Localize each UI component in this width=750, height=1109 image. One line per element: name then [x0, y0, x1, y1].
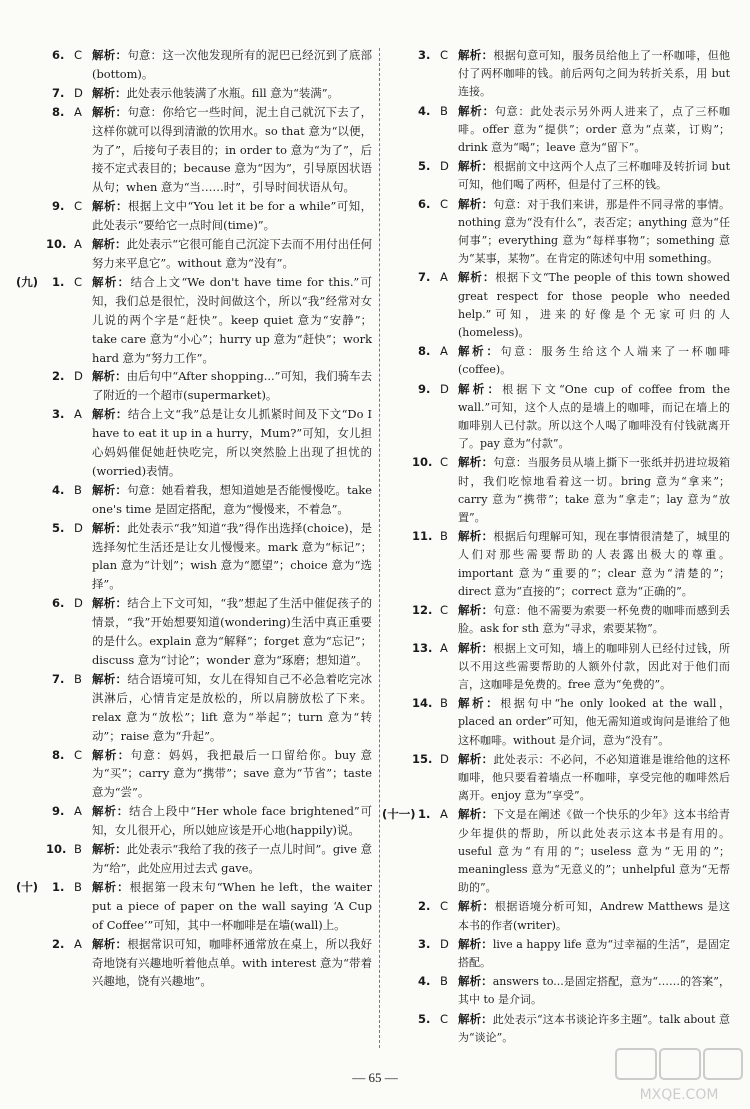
question-number: 1.	[52, 879, 65, 894]
question-number: 7.	[52, 671, 65, 686]
analysis-text: 根据第一段末句“When he left，the waiter put a piece of paper on the wall saying ‘A Cup of Coffee’”可知，其中一杯咖啡是在墙(wall)上。	[92, 879, 372, 932]
analysis-label: 解析：	[458, 899, 495, 914]
question-number: 10.	[46, 842, 67, 857]
analysis-text: 由后句中“After shopping...”可知，我们骑车去了附近的一个超市(supermarket)。	[92, 369, 373, 403]
analysis-text: 此处表示：不必问，不必知道谁是谁给他的这杯咖啡，他只要看着墙点一杯咖啡，享受完他的咖啡然后离开。enjoy 意为“享受”。	[458, 752, 731, 803]
answer-choice: D	[440, 159, 449, 174]
answer-choice: B	[74, 842, 82, 857]
answer-item	[388, 935, 730, 972]
analysis-text: 根据语境分析可知，Andrew Matthews 是这本书的作者(writer)。	[458, 900, 730, 932]
answer-item	[388, 694, 730, 750]
question-number: 8.	[418, 344, 431, 359]
analysis-text: 根据下文“The people of this town showed great respect for those people who needed help.”可知，进来的好像是个无家可归的人(homeless)。	[458, 271, 730, 340]
analysis-text: 根据上文中“You let it be for a while”可知，此处表示“要给它一点时间(time)”。	[92, 199, 373, 233]
answer-item	[388, 102, 730, 158]
analysis-label: 解析：	[458, 640, 494, 655]
answer-item	[22, 935, 372, 992]
left-column	[16, 46, 373, 991]
analysis-label: 解析：	[92, 85, 127, 100]
section-label: (十一)	[382, 807, 416, 822]
question-number: 8.	[52, 104, 65, 119]
svg-text:MXQE.COM: MXQE.COM	[639, 1087, 719, 1103]
answer-item	[388, 750, 730, 806]
analysis-label: 解析：	[458, 344, 501, 359]
question-number: 5.	[52, 520, 65, 535]
question-number: 9.	[52, 804, 65, 819]
analysis-text: 结合上下文可知，“我”想起了生活中催促孩子的情景，“我”开始想要知道(wondering)生活中真正重要的是什么。explain 意为“解释”；forget 意为“忘记”；discuss 意为“讨论”；wonder 意为“琢磨；想知道”。	[92, 596, 373, 667]
answer-choice: C	[74, 274, 83, 289]
right-column	[382, 46, 731, 1047]
analysis-text: 根据前文中这两个人点了三杯咖啡及转折词 but 可知，他们喝了两杯，但是付了三杯的钱。	[458, 160, 730, 192]
question-number: 14.	[412, 696, 433, 711]
question-number: 5.	[418, 1011, 431, 1026]
answer-choice: A	[74, 104, 82, 119]
answer-item	[22, 235, 372, 273]
answer-item	[22, 840, 372, 878]
analysis-text: 此处表示“我”知道“我”得作出选择(choice)，是选择匆忙生活还是让女儿慢慢来。mark 意为“标记”；plan 意为“计划”；wish 意为“愿望”；choice 意为“选择”。	[92, 520, 372, 592]
question-number: 10.	[412, 455, 433, 470]
answer-item	[16, 878, 372, 935]
page-number: — 65 —	[352, 1070, 398, 1085]
analysis-label: 解析：	[458, 48, 494, 62]
answer-item	[16, 273, 372, 368]
analysis-text: 结合上文“We don't have time for this.”可知，我们总是很忙，没时间做这个，所以“我”经常对女儿说的两个字是“赶快”。keep quiet 意为“安静”；take care 意为“小心”；hurry up 意为“赶快”；work hard 意为“努力工作”。	[92, 274, 372, 365]
answer-choice: C	[440, 455, 449, 470]
analysis-text: answers to...是固定搭配，意为“……的答案”，其中 to 是介词。	[458, 975, 730, 1007]
answer-item	[22, 103, 372, 198]
answer-choice: C	[440, 603, 449, 618]
analysis-text: 此处表示他装满了水瓶。fill 意为“装满”。	[126, 85, 339, 100]
watermark-logo	[614, 1047, 744, 1105]
analysis-text: 根据后句理解可知，现在事情很清楚了，城里的人们对那些需要帮助的人表露出极大的尊重。important 意为“重要的”；clear 意为“清楚的”；direct 意为“直接的”；correct 意为“正确的”。	[458, 530, 731, 598]
answer-item	[22, 519, 372, 595]
answer-item	[388, 453, 730, 527]
analysis-label: 解析：	[92, 48, 128, 62]
analysis-label: 解析：	[458, 270, 496, 285]
analysis-label: 解析：	[92, 407, 128, 422]
answer-choice: B	[74, 879, 82, 894]
answer-choice: D	[74, 85, 83, 100]
answer-item	[22, 670, 372, 746]
answer-item	[388, 380, 730, 454]
question-number: 1.	[418, 807, 431, 822]
analysis-label: 解析：	[458, 159, 494, 174]
answer-item	[388, 1010, 730, 1047]
answer-item	[388, 342, 730, 379]
analysis-text: 结合语境可知，女儿在得知自己不必急着吃完冰淇淋后，心情肯定是放松的，所以肩膀放松了下来。relax 意为“放松”；lift 意为“举起”；turn 意为“转动”；raise 意为“升起”。	[92, 671, 372, 743]
analysis-label: 解析：	[458, 974, 493, 989]
question-number: 2.	[52, 369, 65, 384]
analysis-text: live a happy life 意为“过幸福的生活”，是固定搭配。	[458, 937, 730, 969]
answer-choice: B	[440, 696, 448, 711]
analysis-text: 句意：当服务员从墙上撕下一张纸并扔进垃圾箱时，我们吃惊地看着这一切。bring 意为“拿来”；carry 意为“携带”；take 意为“拿走”；lay 意为“放置”。	[458, 456, 731, 525]
answer-choice: D	[74, 596, 83, 611]
answer-choice: B	[74, 671, 82, 686]
question-number: 9.	[52, 199, 65, 214]
analysis-label: 解析：	[92, 520, 128, 535]
analysis-label: 解析：	[92, 274, 131, 289]
question-number: 3.	[52, 407, 65, 422]
question-number: 4.	[52, 482, 65, 497]
answer-item	[22, 594, 372, 670]
answer-item	[22, 802, 372, 840]
answer-item	[388, 46, 730, 102]
answer-choice: D	[74, 520, 83, 535]
answer-item	[388, 972, 730, 1009]
analysis-label: 解析：	[458, 1011, 493, 1026]
question-number: 5.	[418, 159, 431, 174]
answer-item	[388, 601, 730, 638]
answer-item	[22, 84, 372, 103]
answer-choice: D	[440, 751, 449, 766]
answer-item	[388, 195, 730, 269]
answer-choice: A	[74, 936, 82, 951]
analysis-text: 根据句中“he only looked at the wall，placed an order”可知，他无需知道或询问是谁给了他这杯咖啡。without 是介词，意为“没有”。	[458, 697, 730, 747]
analysis-text: 句意：此处表示另外两人进来了，点了三杯咖啡。offer 意为“提供”；order 意为“点菜，订购”；drink 意为“喝”；leave 意为“留下”。	[458, 104, 731, 155]
question-number: 11.	[412, 529, 433, 544]
question-number: 1.	[52, 274, 65, 289]
analysis-label: 解析：	[458, 751, 494, 766]
answer-choice: A	[74, 407, 82, 422]
answer-choice: C	[440, 196, 449, 211]
question-number: 3.	[418, 48, 431, 62]
answer-choice: C	[74, 199, 83, 214]
answer-item	[22, 367, 372, 405]
analysis-text: 根据常识可知，咖啡杯通常放在桌上，所以我好奇地饶有兴趣地听着他点单。with interest 意为“带着兴趣地，饶有兴趣地”。	[92, 936, 372, 989]
answer-choice: C	[74, 747, 83, 762]
question-number: 4.	[418, 974, 431, 989]
column-divider	[379, 48, 380, 1048]
answer-item	[388, 157, 730, 194]
answer-item	[382, 805, 731, 897]
answer-choice: D	[74, 369, 83, 384]
analysis-text: 句意：妈妈，我把最后一口留给你。buy 意为“买”；carry 意为“携带”；save 意为“节省”；taste 意为“尝”。	[92, 747, 372, 800]
answer-choice: A	[440, 270, 448, 285]
analysis-text: 句意：她看着我，想知道她是否能慢慢吃。take one's time 是固定搭配，意为“慢慢来，不着急”。	[92, 482, 373, 516]
analysis-text: 根据句意可知，服务员给他上了一杯咖啡，但他付了两杯咖啡的钱。前后两句之间为转折关系，用 but 连接。	[458, 49, 731, 99]
analysis-label: 解析：	[458, 936, 493, 951]
analysis-label: 解析：	[92, 596, 128, 611]
question-number: 3.	[418, 936, 431, 951]
answer-item	[388, 897, 730, 934]
analysis-label: 解析：	[92, 804, 130, 819]
answer-item	[22, 405, 372, 481]
question-number: 6.	[418, 196, 431, 211]
answer-item	[22, 746, 372, 803]
answer-choice: B	[440, 103, 448, 118]
answer-item	[388, 639, 730, 695]
answer-item	[388, 527, 730, 601]
question-number: 6.	[52, 596, 65, 611]
question-number: 7.	[52, 85, 65, 100]
question-number: 8.	[52, 747, 65, 762]
analysis-text: 根据上文可知，墙上的咖啡别人已经付过钱，所以不用这些需要帮助的人额外付款，因此对于他们而言，这咖啡是免费的。free 意为“免费的”。	[458, 641, 731, 691]
answer-choice: D	[440, 936, 449, 951]
analysis-text: 句意：这一次他发现所有的泥巴已经沉到了底部(bottom)。	[92, 48, 372, 81]
section-label: (九)	[16, 274, 39, 289]
question-number: 13.	[412, 640, 433, 655]
analysis-label: 解析：	[458, 807, 494, 822]
analysis-label: 解析：	[92, 199, 129, 214]
answer-choice: C	[440, 1011, 449, 1026]
analysis-text: 此处表示“我给了我的孩子一点儿时间”。give 意为“给”，此处应用过去式 gave。	[92, 842, 372, 875]
question-number: 15.	[412, 751, 433, 766]
analysis-text: 此处表示“这本书谈论许多主题”。talk about 意为“谈论”。	[458, 1012, 730, 1044]
question-number: 7.	[418, 270, 431, 285]
answer-item	[22, 46, 372, 84]
analysis-text: 句意：他不需要为索要一杯免费的咖啡而感到丢脸。ask for sth 意为“寻求，索要某物”。	[458, 604, 731, 636]
analysis-label: 解析：	[92, 482, 128, 497]
analysis-label: 解析：	[92, 671, 128, 686]
analysis-label: 解析：	[458, 103, 495, 118]
analysis-label: 解析：	[458, 381, 503, 396]
analysis-text: 此处表示“它很可能自己沉淀下去而不用付出任何努力来平息它”。without 意为“没有”。	[92, 237, 373, 270]
analysis-text: 句意：对于我们来讲，那是件不同寻常的事情。nothing 意为“没有什么”，表否定；anything 意为“任何事”；everything 意为“每样事物”；something 意为“某事，某物”。在肯定的陈述句中用 something。	[458, 197, 731, 266]
answer-choice: A	[440, 640, 448, 655]
answer-item	[22, 481, 372, 519]
question-number: 12.	[412, 603, 433, 618]
analysis-label: 解析：	[92, 104, 128, 119]
analysis-label: 解析：	[458, 455, 494, 470]
question-number: 6.	[52, 48, 65, 62]
answer-choice: B	[74, 482, 82, 497]
analysis-label: 解析：	[458, 529, 494, 544]
answer-choice: A	[440, 807, 448, 822]
analysis-label: 解析：	[458, 196, 494, 211]
analysis-label: 解析：	[92, 747, 131, 762]
analysis-label: 解析：	[92, 237, 127, 252]
section-label: (十)	[16, 879, 39, 894]
analysis-label: 解析：	[92, 936, 128, 951]
analysis-label: 解析：	[92, 879, 130, 894]
analysis-label: 解析：	[92, 369, 127, 384]
analysis-label: 解析：	[458, 696, 501, 711]
answer-choice: C	[74, 48, 83, 62]
answer-choice: C	[440, 899, 449, 914]
answer-choice: A	[440, 344, 448, 359]
answer-item	[22, 197, 372, 235]
analysis-text: 下文是在阐述《做一个快乐的少年》这本书给青少年提供的帮助，所以此处表示这本书是有用的。useful 意为“有用的”；useless 意为“无用的”；meaningless 意为“无意义的”；unhelpful 意为“无帮助的”。	[458, 808, 731, 895]
answer-choice: B	[440, 974, 448, 989]
answer-choice: B	[440, 529, 448, 544]
question-number: 10.	[46, 237, 67, 252]
analysis-label: 解析：	[458, 603, 494, 618]
analysis-text: 结合上文“我”总是让女儿抓紧时间及下文“Do I have to eat it up in a hurry，Mum?”可知，女儿担心妈妈催促她赶快吃完，所以突然脸上出现了担忧的(worried)表情。	[92, 407, 372, 478]
question-number: 4.	[418, 103, 431, 118]
analysis-text: 根据下文“One cup of coffee from the wall.”可知，这个人点的是墙上的咖啡，而记在墙上的咖啡别人已付款。所以这个人喝了咖啡没有付钱就离开了。pay 意为“付款”。	[458, 382, 731, 451]
analysis-label: 解析：	[92, 842, 127, 857]
question-number: 9.	[418, 381, 431, 396]
question-number: 2.	[418, 899, 431, 914]
answer-choice: C	[440, 48, 449, 62]
analysis-text: 结合上段中“Her whole face brightened”可知，女儿很开心，所以她应该是开心地(happily)说。	[92, 804, 372, 838]
analysis-text: 句意：服务生给这个人端来了一杯咖啡(coffee)。	[458, 345, 731, 377]
answer-choice: D	[440, 381, 449, 396]
answer-choice: A	[74, 804, 82, 819]
answer-item	[388, 268, 730, 342]
answer-choice: A	[74, 237, 82, 252]
analysis-text: 句意：你给它一些时间，泥土自己就沉下去了，这样你就可以得到清澈的饮用水。so that 意为“以便，为了”，后接句子表目的；in order to 意为“为了”，后接不定式表目的；because 意为“因为”，引导原因状语从句；when 意为“当……时”，引导时间状语从句。	[92, 104, 372, 195]
question-number: 2.	[52, 936, 65, 951]
